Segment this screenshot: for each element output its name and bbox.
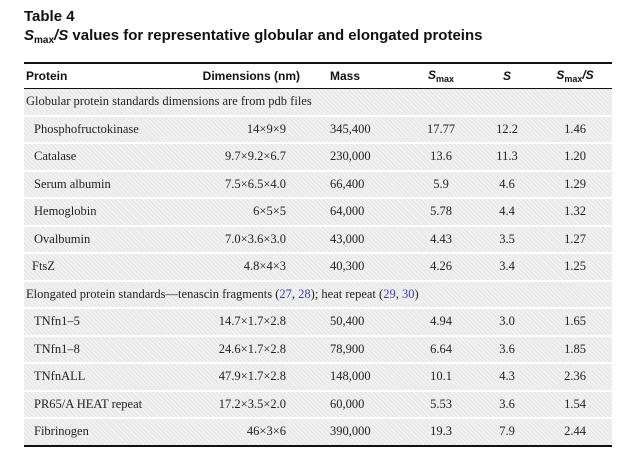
cell-ratio: 1.85: [538, 336, 612, 364]
table-row: [24, 143, 612, 171]
cell-protein: Serum albumin: [24, 171, 192, 199]
header-mass: Mass: [330, 69, 361, 83]
cell-smax: 5.9: [406, 171, 476, 199]
cell-protein: TNfn1–8: [24, 336, 192, 364]
cell-mass: 66,400: [324, 171, 406, 199]
reference-link[interactable]: 27: [279, 286, 292, 301]
section-text: ); heat repeat (: [310, 286, 384, 301]
section-text: ,: [291, 286, 299, 301]
cell-protein: Hemoglobin: [24, 198, 192, 226]
table-row: [24, 391, 612, 419]
cell-protein: TNfnALL: [24, 363, 192, 391]
cell-mass: 390,000: [324, 418, 406, 446]
cell-ratio: 1.54: [538, 391, 612, 419]
cell-s: 11.3: [476, 143, 538, 171]
table-row: [24, 308, 612, 336]
header-dimensions: Dimensions (nm): [202, 69, 300, 83]
cell-ratio: 1.25: [538, 253, 612, 281]
header-s: S: [502, 69, 511, 83]
cell-mass: 345,400: [324, 116, 406, 144]
cell-ratio: 1.29: [538, 171, 612, 199]
table-row: [24, 253, 612, 281]
cell-protein: PR65/A HEAT repeat: [24, 391, 192, 419]
cell-ratio: 1.20: [538, 143, 612, 171]
cell-mass: 60,000: [324, 391, 406, 419]
reference-link[interactable]: 28: [298, 286, 311, 301]
header-smax: $S_{max}$: [427, 68, 455, 84]
cell-smax: 6.64: [406, 336, 476, 364]
cell-protein: FtsZ: [24, 253, 192, 281]
cell-dimensions: 4.8×4×3: [192, 253, 324, 281]
cell-dimensions: 7.5×6.5×4.0: [192, 171, 324, 199]
data-table: [24, 62, 612, 447]
cell-s: 7.9: [476, 418, 538, 446]
table-row: [24, 363, 612, 391]
cell-mass: 50,400: [324, 308, 406, 336]
table-row: [24, 171, 612, 199]
cell-dimensions: 6×5×5: [192, 198, 324, 226]
cell-dimensions: 46×3×6: [192, 418, 324, 446]
cell-dimensions: 24.6×1.7×2.8: [192, 336, 324, 364]
table-row: [24, 226, 612, 254]
cell-smax: 4.43: [406, 226, 476, 254]
cell-mass: 43,000: [324, 226, 406, 254]
header-row: [24, 63, 612, 89]
section-text: ,: [395, 286, 402, 301]
cell-s: 3.4: [476, 253, 538, 281]
cell-s: 4.6: [476, 171, 538, 199]
cell-mass: 64,000: [324, 198, 406, 226]
table-title: [24, 27, 482, 49]
cell-s: 3.6: [476, 391, 538, 419]
cell-protein: Ovalbumin: [24, 226, 192, 254]
cell-dimensions: 9.7×9.2×6.7: [192, 143, 324, 171]
cell-protein: Fibrinogen: [24, 418, 192, 446]
cell-ratio: 1.27: [538, 226, 612, 254]
cell-protein: TNfn1–5: [24, 308, 192, 336]
cell-smax: 19.3: [406, 418, 476, 446]
section-text: ): [414, 286, 419, 301]
cell-s: 3.0: [476, 308, 538, 336]
title-rest: values for representative globular and elongated proteins: [68, 27, 483, 44]
cell-smax: 4.26: [406, 253, 476, 281]
section-globular-label: Globular protein standards dimensions are from pdb files: [26, 94, 312, 109]
cell-protein: Phosphofructokinase: [24, 116, 192, 144]
cell-smax: 13.6: [406, 143, 476, 171]
table-row: [24, 418, 612, 446]
reference-link[interactable]: 30: [401, 286, 415, 301]
table-number: Table 4: [24, 8, 75, 25]
cell-mass: 148,000: [324, 363, 406, 391]
cell-ratio: 1.65: [538, 308, 612, 336]
header-protein: Protein: [26, 69, 68, 83]
cell-s: 3.5: [476, 226, 538, 254]
table-row: [24, 116, 612, 144]
cell-dimensions: 14×9×9: [192, 116, 324, 144]
header-ratio: $S_{max}/S$: [556, 68, 594, 84]
section-text: Elongated protein standards—tenascin fragments (: [26, 286, 280, 301]
cell-mass: 230,000: [324, 143, 406, 171]
cell-s: 4.3: [476, 363, 538, 391]
cell-dimensions: 7.0×3.6×3.0: [192, 226, 324, 254]
cell-mass: 40,300: [324, 253, 406, 281]
cell-ratio: 1.46: [538, 116, 612, 144]
section-globular-row: [24, 89, 612, 116]
cell-mass: 78,900: [324, 336, 406, 364]
cell-smax: 5.78: [406, 198, 476, 226]
cell-s: 3.6: [476, 336, 538, 364]
cell-dimensions: 47.9×1.7×2.8: [192, 363, 324, 391]
table-row: [24, 336, 612, 364]
title-s: $S_{max}/S$: [24, 27, 69, 46]
cell-smax: 5.53: [406, 391, 476, 419]
cell-smax: 17.77: [406, 116, 476, 144]
cell-s: 12.2: [476, 116, 538, 144]
cell-ratio: 1.32: [538, 198, 612, 226]
cell-dimensions: 17.2×3.5×2.0: [192, 391, 324, 419]
cell-smax: 10.1: [406, 363, 476, 391]
cell-ratio: 2.44: [538, 418, 612, 446]
section-elongated-label: [24, 281, 612, 309]
section-elongated-row: [24, 281, 612, 309]
cell-smax: 4.94: [406, 308, 476, 336]
reference-link[interactable]: 29: [383, 286, 396, 301]
table-row: [24, 198, 612, 226]
cell-dimensions: 14.7×1.7×2.8: [192, 308, 324, 336]
cell-protein: Catalase: [24, 143, 192, 171]
cell-s: 4.4: [476, 198, 538, 226]
cell-ratio: 2.36: [538, 363, 612, 391]
